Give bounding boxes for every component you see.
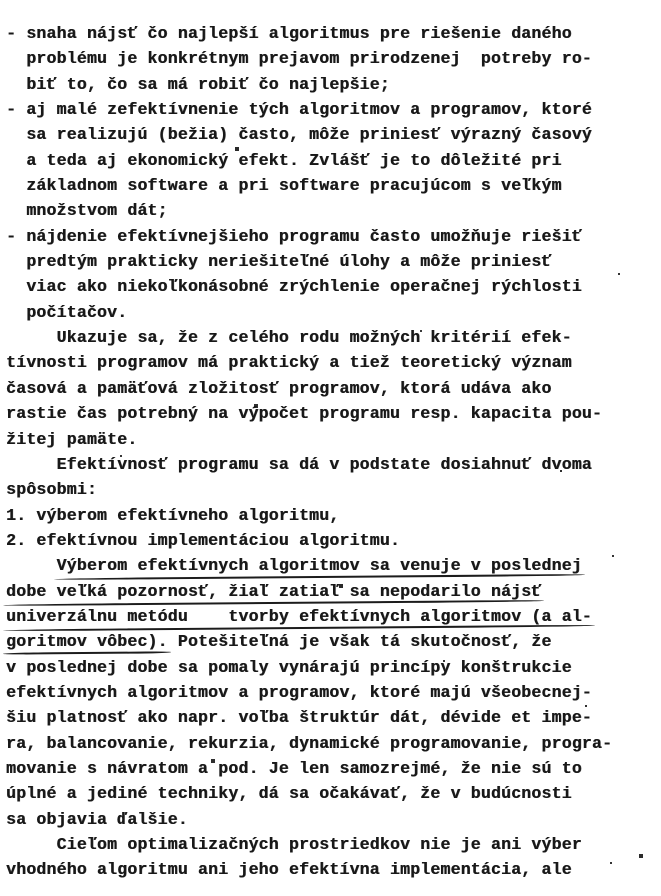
- text-line: [6, 300, 657, 325]
- text-line: [6, 731, 657, 756]
- text-segment: biť to, čo sa má robiť čo najlepšie;: [6, 74, 390, 94]
- text-segment: - aj malé zefektívnenie tých algoritmov a programov, ktoré: [6, 100, 592, 120]
- text-line: [6, 680, 657, 705]
- text-line: [6, 705, 657, 730]
- text-line: [6, 503, 657, 528]
- text-segment: predtým prakticky neriešiteľné úlohy a môže priniesť: [6, 252, 552, 272]
- text-segment: žitej pamäte.: [6, 429, 138, 449]
- text-segment: - snaha nájsť čo najlepší algoritmus pre riešenie daného: [6, 24, 572, 43]
- hand-underlined-text: goritmov vôbec).: [6, 629, 168, 654]
- text-line: [6, 21, 657, 46]
- text-line: [6, 401, 657, 426]
- text-segment: spôsobmi:: [6, 480, 97, 500]
- text-segment: a teda aj ekonomický efekt. Zvlášť je to dôležité pri: [6, 150, 562, 170]
- text-line: [6, 807, 657, 832]
- text-line: [6, 72, 657, 97]
- text-segment: vhodného algoritmu ani jeho efektívna implementácia, ale: [6, 860, 572, 880]
- text-line: [6, 579, 657, 604]
- text-segment: sa realizujú (bežia) často, môže priniesť výrazný časový: [6, 125, 592, 145]
- text-segment: movanie s návratom a pod. Je len samozrejmé, že nie sú to: [6, 758, 582, 778]
- text-line: [6, 274, 657, 299]
- text-line: [6, 477, 657, 502]
- text-segment: šiu platnosť ako napr. voľba štruktúr dát, dévide et impe-: [6, 708, 592, 728]
- text-line: [6, 655, 657, 680]
- scan-noise-specks: [0, 0, 2, 2]
- text-line: [6, 97, 657, 122]
- text-line: [6, 249, 657, 274]
- text-segment: množstvom dát;: [6, 201, 168, 221]
- text-line: [6, 173, 657, 198]
- text-segment: Ukazuje sa, že z celého rodu možných kritérií efek-: [6, 328, 572, 348]
- text-segment: časová a pamäťová zložitosť programov, ktorá udáva ako: [6, 378, 552, 398]
- text-line: [6, 756, 657, 781]
- text-segment: 2. efektívnou implementáciou algoritmu.: [6, 530, 400, 550]
- text-line: [6, 325, 657, 350]
- text-segment: Efektívnosť programu sa dá v podstate dosiahnuť dvoma: [6, 454, 592, 474]
- text-segment: rastie čas potrebný na výpočet programu resp. kapacita pou-: [6, 404, 602, 424]
- text-line: [6, 629, 657, 654]
- text-line: [6, 148, 657, 173]
- text-segment: základnom software a pri software pracujúcom s veľkým: [6, 176, 562, 196]
- text-line: [6, 604, 657, 629]
- text-segment: Cieľom optimalizačných prostriedkov nie je ani výber: [6, 835, 582, 854]
- text-segment: viac ako niekoľkonásobné zrýchlenie operačnej rýchlosti: [6, 277, 582, 297]
- text-line: [6, 553, 657, 578]
- text-line: [6, 46, 657, 71]
- text-line: [6, 376, 657, 401]
- text-segment: ra, balancovanie, rekurzia, dynamické programovanie, progra-: [6, 733, 613, 753]
- hand-underlined-text: dobe veľká pozornosť, žiaľ zatiaľ sa nepodarilo nájsť: [6, 579, 541, 604]
- text-segment: - nájdenie efektívnejšieho programu často umožňuje riešiť: [6, 226, 582, 246]
- document-text: [6, 21, 657, 883]
- text-line: [6, 832, 657, 857]
- text-segment: úplné a jediné techniky, dá sa očakávať, že v budúcnosti: [6, 784, 572, 804]
- text-segment: Potešiteľná je však tá skutočnosť, že: [167, 632, 552, 652]
- text-line: [6, 122, 657, 147]
- text-line: [6, 452, 657, 477]
- text-segment: efektívnych algoritmov a programov, ktoré majú všeobecnej-: [6, 682, 592, 702]
- text-line: [6, 350, 657, 375]
- text-segment: problému je konkrétnym prejavom prirodzenej potreby ro-: [6, 49, 592, 69]
- text-line: [6, 857, 657, 882]
- text-segment: 1. výberom efektívneho algoritmu,: [6, 505, 340, 525]
- text-segment: v poslednej dobe sa pomaly vynárajú princípy konštrukcie: [6, 657, 572, 677]
- hand-underlined-text: univerzálnu metódu tvorby efektívnych algoritmov (a al-: [6, 604, 592, 629]
- text-segment: sa objavia ďalšie.: [6, 809, 188, 829]
- text-line: [6, 427, 657, 452]
- text-line: [6, 224, 657, 249]
- text-segment: tívnosti programov má praktický a tiež teoretický význam: [6, 353, 572, 373]
- text-segment: počítačov.: [6, 302, 128, 322]
- text-line: [6, 198, 657, 223]
- text-line: [6, 781, 657, 806]
- text-segment: [6, 556, 57, 575]
- text-line: [6, 528, 657, 553]
- hand-underlined-text: Výberom efektívnych algoritmov sa venuje v poslednej: [57, 553, 582, 578]
